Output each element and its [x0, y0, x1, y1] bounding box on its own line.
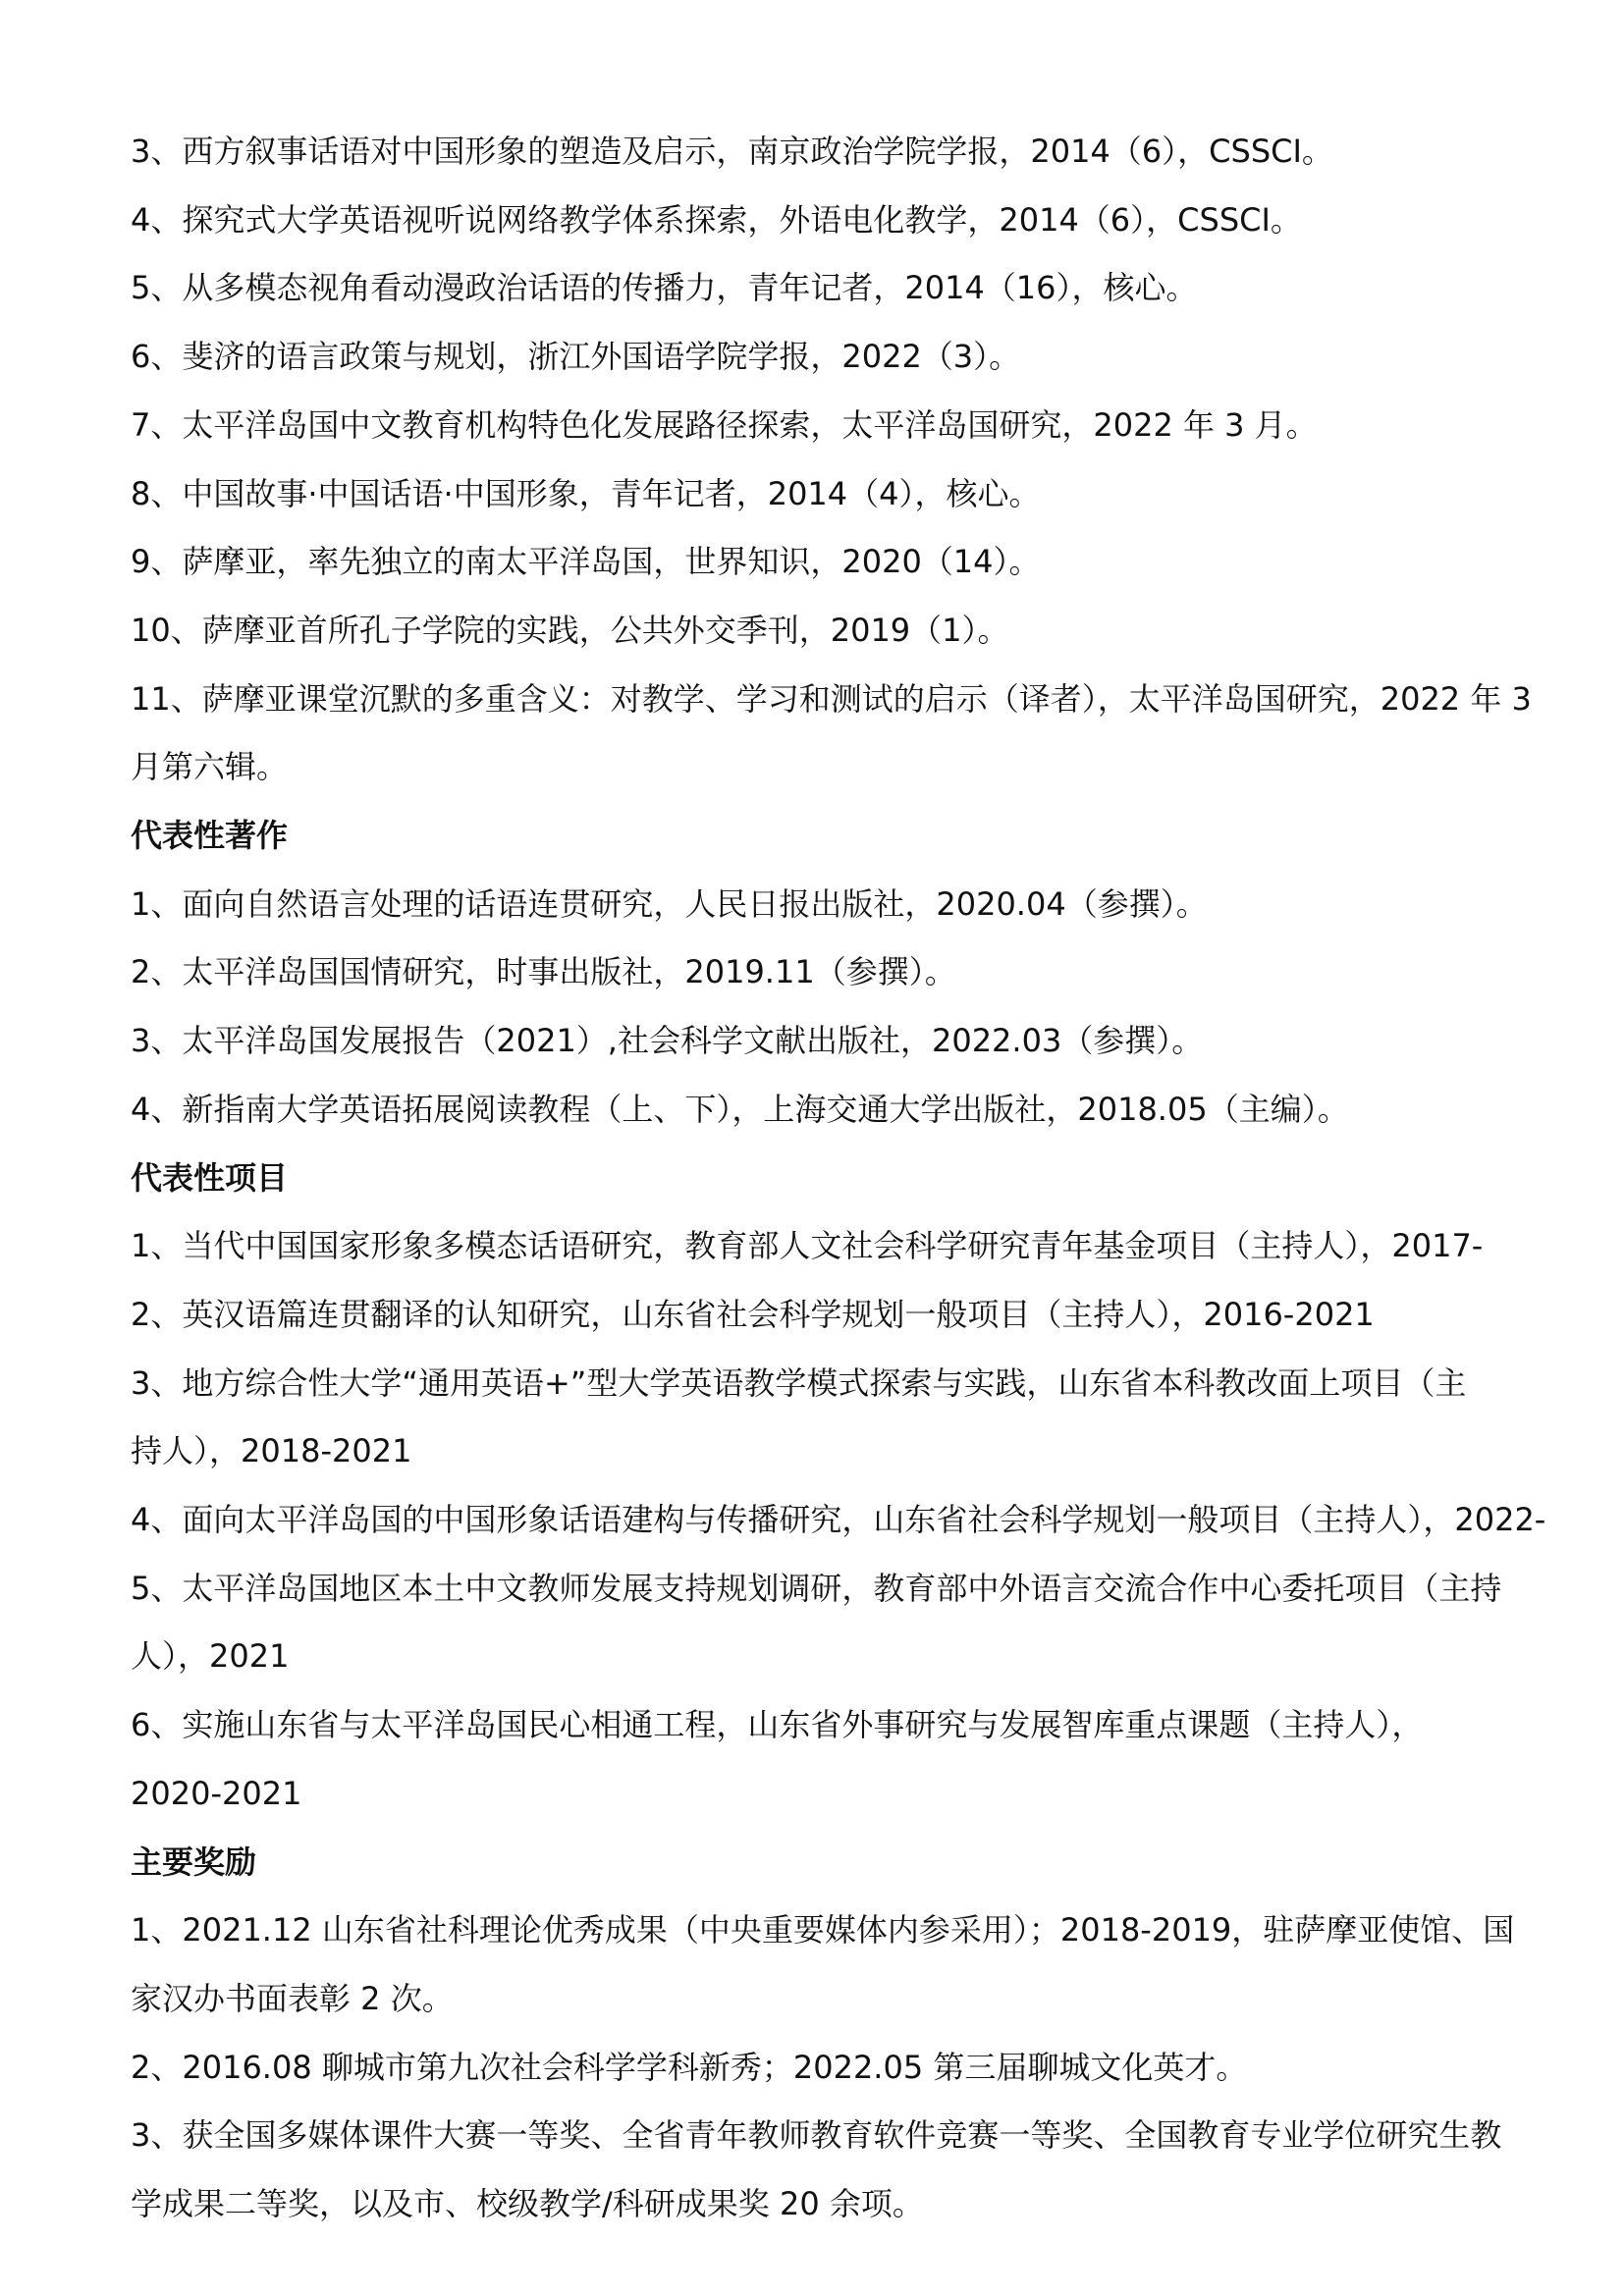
- paper-item: 10、萨摩亚首所孔子学院的实践，公共外交季刊，2019（1）。: [131, 611, 1009, 649]
- award-item-3-line-2: 学成果二等奖，以及市、校级教学/科研成果奖 20 余项。: [131, 2185, 924, 2223]
- paper-item-11-line-2: 月第六辑。: [131, 748, 289, 786]
- works-heading: 代表性著作: [131, 817, 289, 855]
- award-item-1-line-2: 家汉办书面表彰 2 次。: [131, 1979, 454, 2017]
- papers-section: [131, 118, 1565, 802]
- award-item-1-line-1: 1、2021.12 山东省社科理论优秀成果（中央重要媒体内参采用）；2018-2019，驻萨摩亚使馆、国: [131, 1911, 1515, 1949]
- project-item-4: 4、面向太平洋岛国的中国形象话语建构与传播研究，山东省社会科学规划一般项目（主持人），2022-: [131, 1501, 1546, 1539]
- paper-item: 8、中国故事·中国话语·中国形象，青年记者，2014（4），核心。: [131, 474, 1041, 512]
- paper-item: 4、探究式大学英语视听说网络教学体系探索，外语电化教学，2014（6），CSSCI。: [131, 200, 1302, 239]
- work-item: 3、太平洋岛国发展报告（2021）,社会科学文献出版社，2022.03（参撰）。: [131, 1022, 1204, 1060]
- project-item-2: 2、英汉语篇连贯翻译的认知研究，山东省社会科学规划一般项目（主持人），2016-2021: [131, 1295, 1375, 1333]
- paper-item: 9、萨摩亚，率先独立的南太平洋岛国，世界知识，2020（14）。: [131, 543, 1041, 581]
- work-item: 1、面向自然语言处理的话语连贯研究，人民日报出版社，2020.04（参撰）。: [131, 884, 1208, 923]
- paper-item: 3、西方叙事话语对中国形象的塑造及启示，南京政治学院学报，2014（6），CSSCI。: [131, 133, 1333, 170]
- awards-heading: 主要奖励: [131, 1842, 257, 1881]
- paper-item: 6、斐济的语言政策与规划，浙江外国语学院学报，2022（3）。: [131, 338, 1021, 376]
- project-item-5-line-1: 5、太平洋岛国地区本土中文教师发展支持规划调研，教育部中外语言交流合作中心委托项目（主持: [131, 1569, 1502, 1607]
- awards-section: [131, 1829, 1565, 2239]
- paper-item-11-line-1: 11、萨摩亚课堂沉默的多重含义：对教学、学习和测试的启示（译者），太平洋岛国研究，2022 年 3: [131, 679, 1532, 718]
- projects-heading: 代表性项目: [131, 1158, 289, 1197]
- project-item-3-line-2: 持人），2018-2021: [131, 1432, 412, 1470]
- work-item: 4、新指南大学英语拓展阅读教程（上、下），上海交通大学出版社，2018.05（主编）。: [131, 1090, 1349, 1128]
- project-item-1: 1、当代中国国家形象多模态话语研究，教育部人文社会科学研究青年基金项目（主持人），2017-: [131, 1227, 1484, 1265]
- works-section: [131, 802, 1565, 1145]
- project-item-6-line-2: 2020-2021: [131, 1774, 302, 1812]
- paper-item: 7、太平洋岛国中文教育机构特色化发展路径探索，太平洋岛国研究，2022 年 3 月。: [131, 405, 1318, 444]
- work-item: 2、太平洋岛国国情研究，时事出版社，2019.11（参撰）。: [131, 953, 956, 991]
- award-item-3-line-1: 3、获全国多媒体课件大赛一等奖、全省青年教师教育软件竞赛一等奖、全国教育专业学位研究生教: [131, 2116, 1502, 2155]
- project-item-6-line-1: 6、实施山东省与太平洋岛国民心相通工程，山东省外事研究与发展智库重点课题（主持人），: [131, 1706, 1424, 1744]
- project-item-5-line-2: 人），2021: [131, 1637, 290, 1676]
- award-item-2: 2、2016.08 聊城市第九次社会科学学科新秀；2022.05 第三届聊城文化英才。: [131, 2048, 1248, 2086]
- project-item-3-line-1: 3、地方综合性大学“通用英语+”型大学英语教学模式探索与实践，山东省本科教改面上项目（主: [131, 1363, 1467, 1402]
- paper-item: 5、从多模态视角看动漫政治话语的传播力，青年记者，2014（16），核心。: [131, 269, 1198, 307]
- projects-section: [131, 1145, 1565, 1829]
